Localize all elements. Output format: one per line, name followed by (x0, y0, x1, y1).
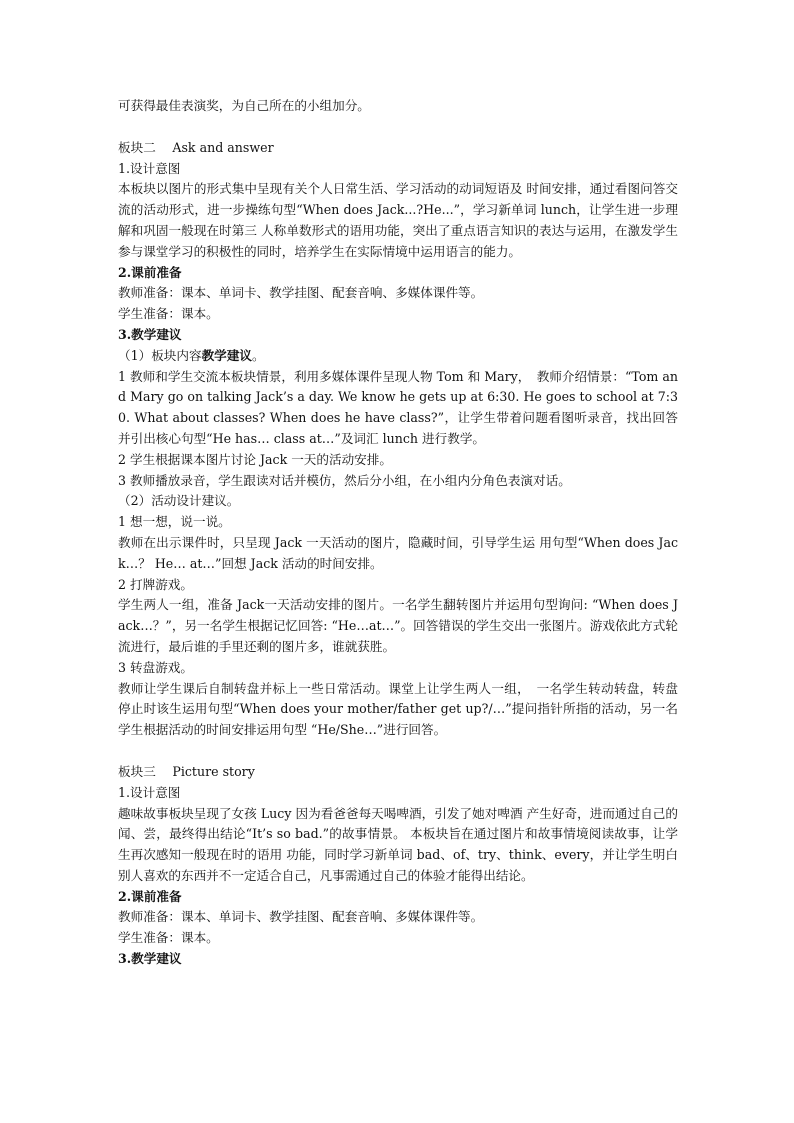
section-heading: 3.教学建议 (118, 951, 182, 967)
paragraph: 趣味故事板块呈现了女孩 Lucy 因为看爸爸每天喝啤酒，引发了她对啤酒 产生好奇，进而通过自己的闻、尝，最终得出结论“It’s so bad.”的故事情景。 本板块旨在通过图片和故事情境阅读故事，让学生再次感知一般现在时的语用 功能，同时学习新单词 bad、of、try、think、every，并让学生明白别人喜欢的东西并不一定适合自己，凡事需通过自己的体验才能得出结论。 (118, 805, 678, 883)
paragraph: 本板块以图片的形式集中呈现有关个人日常生活、学习活动的动词短语及 时间安排，通过看图问答交流的活动形式，进一步操练句型“When does Jack...?He...”，学习新单词 lunch，让学生进一步理解和巩固一般现在时第三 人称单数形式的语用功能，突出了重点语言知识的表达与运用，在激发学生参与课堂学习的积极性的同时，培养学生在实际情境中运用语言的能力。 (118, 181, 678, 259)
section-heading: 2.课前准备 (118, 264, 182, 280)
paragraph: 可获得最佳表演奖，为自己所在的小组加分。 (118, 98, 370, 113)
section-heading: 2.课前准备 (118, 888, 182, 904)
paragraph: 教师准备：课本、单词卡、教学挂图、配套音响、多媒体课件等。 (118, 909, 484, 925)
paragraph: 2 学生根据课本图片讨论 Jack 一天的活动安排。 (118, 451, 392, 467)
text-span: 。 (251, 347, 265, 363)
paragraph: 教师让学生课后自制转盘并标上一些日常活动。课堂上让学生两人一组， 一名学生转动转盘，转盘停止时该生运用句型“When does your mother/father get up?/…”提问指针所指的活动，另一名学生根据活动的时间安排运用句型 “He/She…”进行回答。 (118, 680, 678, 738)
paragraph: 学生准备：课本。 (118, 930, 219, 946)
paragraph: （2）活动设计建议。 (118, 493, 240, 509)
paragraph: 学生两人一组，准备 Jack一天活动安排的图片。一名学生翻转图片并运用句型询问: “When does Jack…？”，另一名学生根据记忆回答: “He…at…”。回答错误的学生交出一张图片。游戏依此方式轮流进行，最后谁的手里还剩的图片多，谁就获胜。 (118, 597, 678, 654)
subheading-paragraph (118, 346, 678, 367)
paragraph: 1.设计意图 (118, 784, 181, 800)
paragraph: 教师在出示课件时，只呈现 Jack 一天活动的图片，隐藏时间，引导学生运 用句型“When does Jack…？ He… at…”回想 Jack 活动的时间安排。 (118, 534, 678, 571)
paragraph: 教师准备：课本、单词卡、教学挂图、配套音响、多媒体课件等。 (118, 285, 484, 301)
paragraph: 2 打牌游戏。 (118, 576, 193, 592)
paragraph: 3 教师播放录音，学生跟读对话并模仿，然后分小组，在小组内分角色表演对话。 (118, 472, 571, 488)
document-page (118, 96, 678, 970)
bold-span: 教学建议 (201, 347, 252, 363)
paragraph: 3 转盘游戏。 (118, 659, 193, 675)
text-span: （1）板块内容 (118, 347, 202, 363)
paragraph-gap (118, 741, 678, 762)
paragraph: 学生准备：课本。 (118, 306, 219, 322)
paragraph: 1 想一想，说一说。 (118, 514, 231, 530)
paragraph: 板块二 Ask and answer (118, 139, 274, 155)
paragraph: 1 教师和学生交流本板块情景，利用多媒体课件呈现人物 Tom 和 Mary， 教师介绍情景：“Tom and Mary go on talking Jack’s a day. We know he gets up at 6:30. He goes to school at 7:30. What about classes? When does he have class?”，让学生带着问题看图听录音，找出回答并引出核心句型“He has… class at…”及词汇 lunch 进行教学。 (118, 368, 678, 446)
section-heading: 3.教学建议 (118, 326, 182, 342)
paragraph-gap (118, 117, 678, 138)
paragraph: 1.设计意图 (118, 160, 181, 176)
paragraph: 板块三 Picture story (118, 763, 255, 779)
